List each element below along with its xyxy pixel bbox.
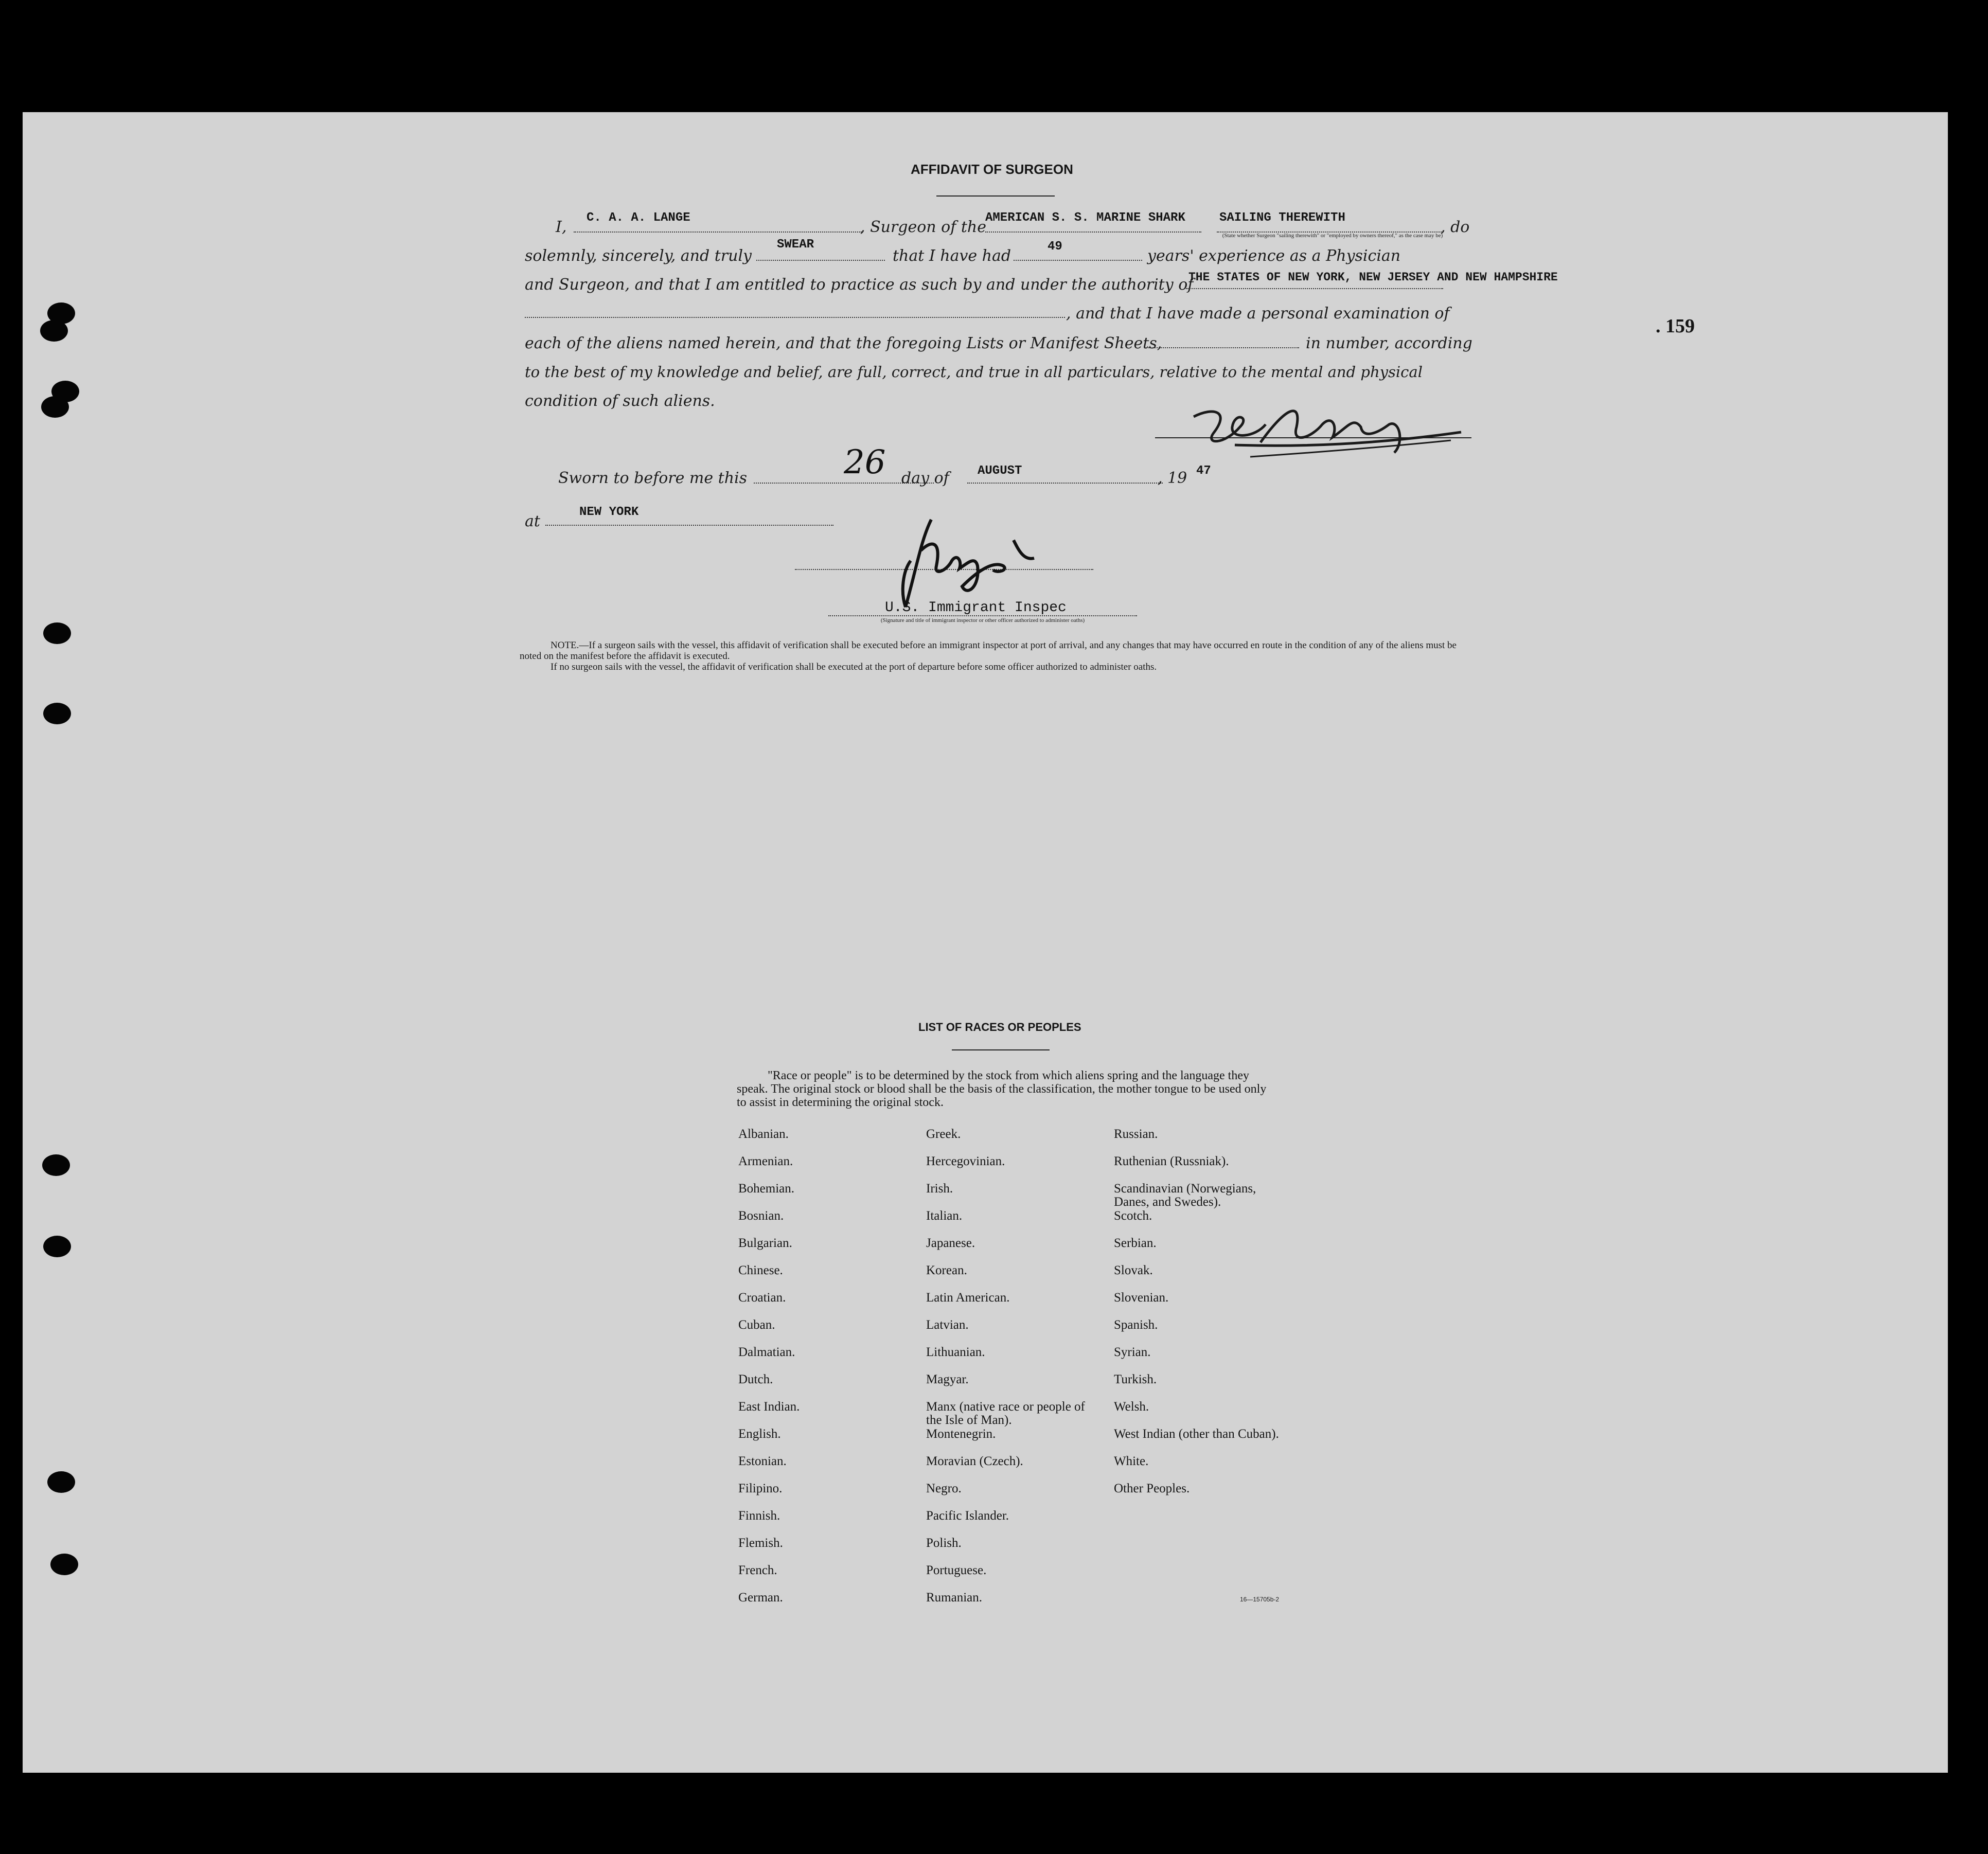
title-underline xyxy=(936,195,1055,197)
race-entry: Chinese. xyxy=(738,1263,783,1277)
race-entry: Bosnian. xyxy=(738,1209,784,1223)
vessel-name: AMERICAN S. S. MARINE SHARK xyxy=(985,211,1185,225)
race-entry: Portuguese. xyxy=(926,1563,987,1577)
race-entry: Negro. xyxy=(926,1482,962,1495)
race-entry: Syrian. xyxy=(1114,1345,1151,1359)
affidavit-text: in number, according xyxy=(1306,334,1472,352)
affidavit-text: to the best of my knowledge and belief, are full, correct, and true in all particulars, relative to the mental and physical xyxy=(525,363,1423,381)
oath-word: SWEAR xyxy=(777,238,814,252)
blank-line xyxy=(967,483,1163,484)
blank-line xyxy=(1014,260,1142,261)
race-entry: English. xyxy=(738,1427,781,1441)
races-column-2 xyxy=(926,1128,1096,1618)
race-entry: Slovenian. xyxy=(1114,1291,1169,1305)
affidavit-text: I, xyxy=(556,218,567,236)
race-entry: Serbian. xyxy=(1114,1236,1157,1250)
race-entry: Japanese. xyxy=(926,1236,975,1250)
sworn-year: 47 xyxy=(1196,464,1211,478)
licensing-authority: THE STATES OF NEW YORK, NEW JERSEY AND NEW HAMPSHIRE xyxy=(1188,271,1558,284)
races-column-3 xyxy=(1114,1128,1289,1509)
surgeon-signature xyxy=(1183,396,1471,468)
affidavit-text: years' experience as a Physician xyxy=(1147,247,1401,265)
affidavit-note: If no surgeon sails with the vessel, the affidavit of verification shall be executed at the port of departure before some officer authorized to administer oaths. xyxy=(551,662,1157,672)
race-entry: Manx (native race or people of the Isle of Man). xyxy=(926,1400,1085,1427)
race-entry: Ruthenian (Russniak). xyxy=(1114,1154,1229,1168)
race-entry: Croatian. xyxy=(738,1291,786,1305)
punch-hole xyxy=(50,1554,78,1575)
race-entry: Bulgarian. xyxy=(738,1236,792,1250)
race-entry: Estonian. xyxy=(738,1454,787,1468)
surgeon-status: SAILING THEREWITH xyxy=(1219,211,1345,225)
race-entry: Dutch. xyxy=(738,1372,773,1386)
race-entry: White. xyxy=(1114,1454,1149,1468)
race-entry: Pacific Islander. xyxy=(926,1509,1009,1523)
race-entry: Armenian. xyxy=(738,1154,793,1168)
status-caption: (State whether Surgeon "sailing therewith" or "employed by owners thereof," as the case may be) xyxy=(1222,233,1443,239)
race-entry: Flemish. xyxy=(738,1536,783,1550)
blank-line xyxy=(1186,288,1443,289)
affidavit-text: each of the aliens named herein, and that the foregoing Lists or Manifest Sheets, xyxy=(525,334,1162,352)
race-entry: Welsh. xyxy=(1114,1400,1149,1414)
sworn-day: 26 xyxy=(844,443,886,482)
punch-hole xyxy=(43,703,71,724)
punch-hole xyxy=(40,320,68,342)
race-entry: Greek. xyxy=(926,1127,961,1141)
affidavit-title: AFFIDAVIT OF SURGEON xyxy=(911,162,1073,177)
affidavit-text: condition of such aliens. xyxy=(525,392,715,410)
punch-hole xyxy=(47,1471,75,1493)
race-entry: Lithuanian. xyxy=(926,1345,985,1359)
race-entry: Latin American. xyxy=(926,1291,1010,1305)
race-entry: Filipino. xyxy=(738,1482,783,1495)
affidavit-text: solemnly, sincerely, and truly xyxy=(525,247,752,265)
page-number: . 159 xyxy=(1656,315,1695,337)
race-entry: Slovak. xyxy=(1114,1263,1153,1277)
races-column-1 xyxy=(738,1128,893,1618)
affidavit-text: Sworn to before me this xyxy=(558,469,748,487)
race-entry: Scandinavian (Norwegians, Danes, and Swedes). xyxy=(1114,1182,1256,1209)
race-entry: Turkish. xyxy=(1114,1372,1157,1386)
punch-hole xyxy=(43,1236,71,1257)
race-entry: German. xyxy=(738,1591,783,1605)
race-entry: French. xyxy=(738,1563,777,1577)
race-entry: Scotch. xyxy=(1114,1209,1152,1223)
years-experience: 49 xyxy=(1048,240,1062,254)
race-entry: Montenegrin. xyxy=(926,1427,996,1441)
races-title-underline xyxy=(952,1049,1050,1050)
blank-line xyxy=(545,525,833,526)
race-entry: Albanian. xyxy=(738,1127,789,1141)
race-entry: Other Peoples. xyxy=(1114,1482,1190,1495)
race-entry: Finnish. xyxy=(738,1509,780,1523)
punch-hole xyxy=(42,1154,70,1176)
affidavit-text: , and that I have made a personal examination of xyxy=(1066,305,1450,323)
blank-line xyxy=(525,317,1065,318)
blank-line xyxy=(1145,347,1299,348)
affidavit-text: that I have had xyxy=(893,247,1011,265)
sworn-place: NEW YORK xyxy=(579,505,639,519)
race-entry: Hercegovinian. xyxy=(926,1154,1005,1168)
race-entry: Moravian (Czech). xyxy=(926,1454,1023,1468)
race-entry: Dalmatian. xyxy=(738,1345,795,1359)
sworn-month: AUGUST xyxy=(978,464,1022,478)
affidavit-text: at xyxy=(525,512,540,530)
punch-hole xyxy=(43,622,71,644)
race-entry: Polish. xyxy=(926,1536,962,1550)
race-entry: East Indian. xyxy=(738,1400,800,1414)
surgeon-name: C. A. A. LANGE xyxy=(587,211,690,225)
race-entry: West Indian (other than Cuban). xyxy=(1114,1427,1279,1441)
affidavit-text: day of xyxy=(901,469,949,487)
form-number: 16—15705b-2 xyxy=(1240,1596,1280,1603)
race-entry: Magyar. xyxy=(926,1372,969,1386)
affidavit-text: and Surgeon, and that I am entitled to practice as such by and under the authority of xyxy=(525,276,1194,294)
inspector-title: U.S. Immigrant Inspec xyxy=(885,600,1067,616)
blank-line xyxy=(985,231,1201,233)
races-intro: "Race or people" is to be determined by the stock from which aliens spring and the language they speak. The original stock or blood shall be the basis of the classification, the mother tongue to be used only to assist in determining the original stock. xyxy=(737,1069,1267,1109)
race-entry: Russian. xyxy=(1114,1127,1158,1141)
race-entry: Rumanian. xyxy=(926,1591,983,1605)
race-entry: Cuban. xyxy=(738,1318,775,1332)
inspector-caption: (Signature and title of immigrant inspector or other officer authorized to administer oaths) xyxy=(880,617,1085,623)
race-entry: Italian. xyxy=(926,1209,963,1223)
races-title: LIST OF RACES OR PEOPLES xyxy=(918,1021,1081,1033)
blank-line xyxy=(756,260,885,261)
affidavit-text: , Surgeon of the xyxy=(860,218,986,236)
race-entry: Spanish. xyxy=(1114,1318,1158,1332)
punch-hole xyxy=(41,396,69,418)
affidavit-text: , do xyxy=(1441,218,1470,236)
race-entry: Irish. xyxy=(926,1182,953,1196)
race-entry: Bohemian. xyxy=(738,1182,795,1196)
race-entry: Latvian. xyxy=(926,1318,969,1332)
inspector-signature xyxy=(875,509,1091,612)
affidavit-text: , 19 xyxy=(1158,469,1187,487)
blank-line xyxy=(574,231,862,233)
race-entry: Korean. xyxy=(926,1263,967,1277)
affidavit-note: NOTE.—If a surgeon sails with the vessel, this affidavit of verification shall be executed before an immigrant inspector at port of arrival, and any changes that may have occurred en route in the condition of any of the aliens must be noted on the manifest before the affidavit is executed. xyxy=(520,640,1457,662)
